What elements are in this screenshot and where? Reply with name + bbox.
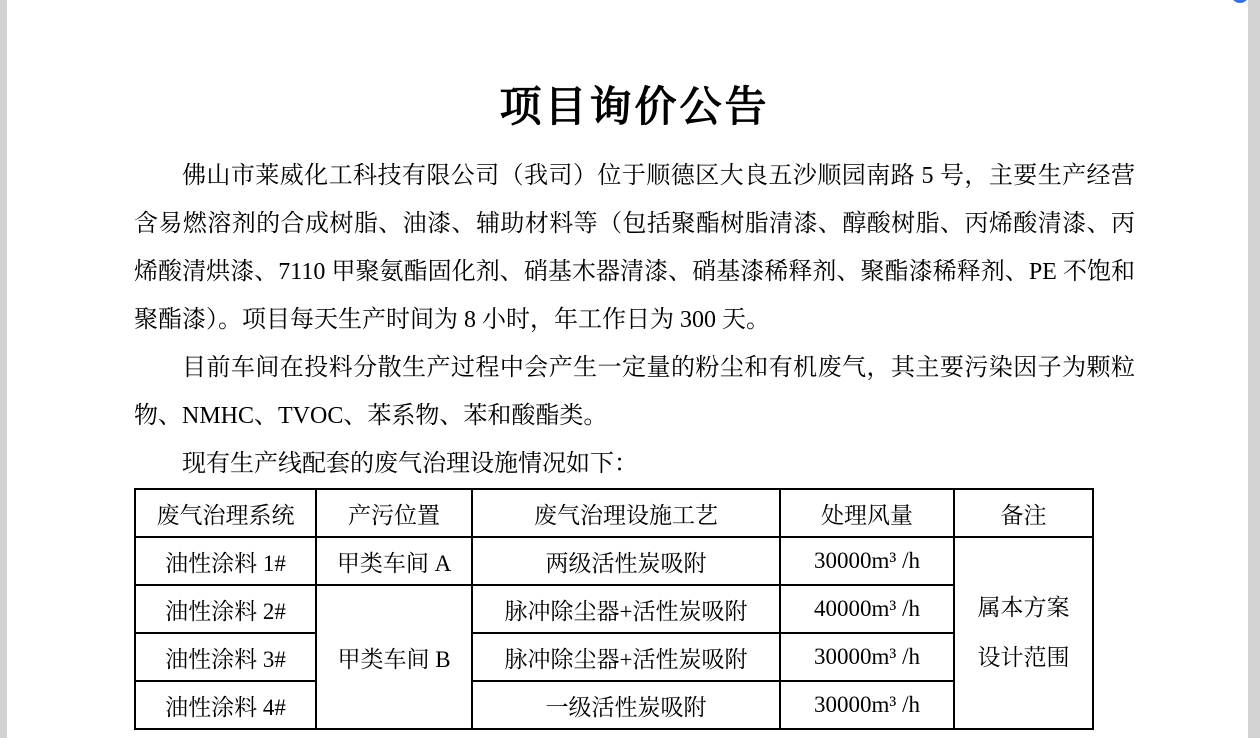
- table-row: [135, 633, 1093, 681]
- cell-system: 油性涂料 1#: [135, 537, 316, 585]
- cell-process: 脉冲除尘器+活性炭吸附: [472, 633, 780, 681]
- cell-system: 油性涂料 2#: [135, 585, 316, 633]
- table-row: [135, 585, 1093, 633]
- cell-process: 一级活性炭吸附: [472, 681, 780, 729]
- table-header-row: [135, 489, 1093, 537]
- page-title: 项目询价公告: [499, 85, 770, 131]
- remark-line-2: 设计范围: [977, 645, 1070, 670]
- table-row: [135, 537, 1093, 585]
- header-system: 废气治理系统: [135, 489, 316, 537]
- header-process: 废气治理设施工艺: [472, 489, 780, 537]
- waste-gas-treatment-table: [134, 488, 1094, 730]
- paragraph-pollution-factors: 目前车间在投料分散生产过程中会产生一定量的粉尘和有机废气，其主要污染因子为颗粒物、NMHC、TVOC、苯系物、苯和酸酯类。: [134, 355, 1135, 429]
- cell-airflow: 40000m³ /h: [780, 585, 954, 633]
- cell-system: 油性涂料 3#: [135, 633, 316, 681]
- document-page: [7, 0, 1248, 738]
- header-airflow: 处理风量: [780, 489, 954, 537]
- header-remark: 备注: [954, 489, 1093, 537]
- cell-location: 甲类车间 A: [316, 537, 472, 585]
- cell-process: 两级活性炭吸附: [472, 537, 780, 585]
- paragraph-company-intro: 佛山市莱威化工科技有限公司（我司）位于顺德区大良五沙顺园南路 5 号，主要生产经营含易燃溶剂的合成树脂、油漆、辅助材料等（包括聚酯树脂清漆、醇酸树脂、丙烯酸清漆、丙烯酸清烘漆、7110 甲聚氨酯固化剂、硝基木器清漆、硝基漆稀释剂、聚酯漆稀释剂、PE 不饱和聚酯漆）。项目每天生产时间为 8 小时，年工作日为 300 天。: [134, 163, 1135, 333]
- cell-process: 脉冲除尘器+活性炭吸附: [472, 585, 780, 633]
- cell-location-merged: 甲类车间 B: [316, 585, 472, 729]
- cell-airflow: 30000m³ /h: [780, 537, 954, 585]
- cell-system: 油性涂料 4#: [135, 681, 316, 729]
- paragraph-table-lead-in: 现有生产线配套的废气治理设施情况如下：: [182, 451, 638, 477]
- cell-airflow: 30000m³ /h: [780, 633, 954, 681]
- table-row: [135, 681, 1093, 729]
- scrollbar[interactable]: [1248, 0, 1260, 738]
- header-location: 产污位置: [316, 489, 472, 537]
- remark-line-1: 属本方案: [977, 595, 1070, 620]
- cell-airflow: 30000m³ /h: [780, 681, 954, 729]
- cell-remark-merged: [954, 537, 1093, 729]
